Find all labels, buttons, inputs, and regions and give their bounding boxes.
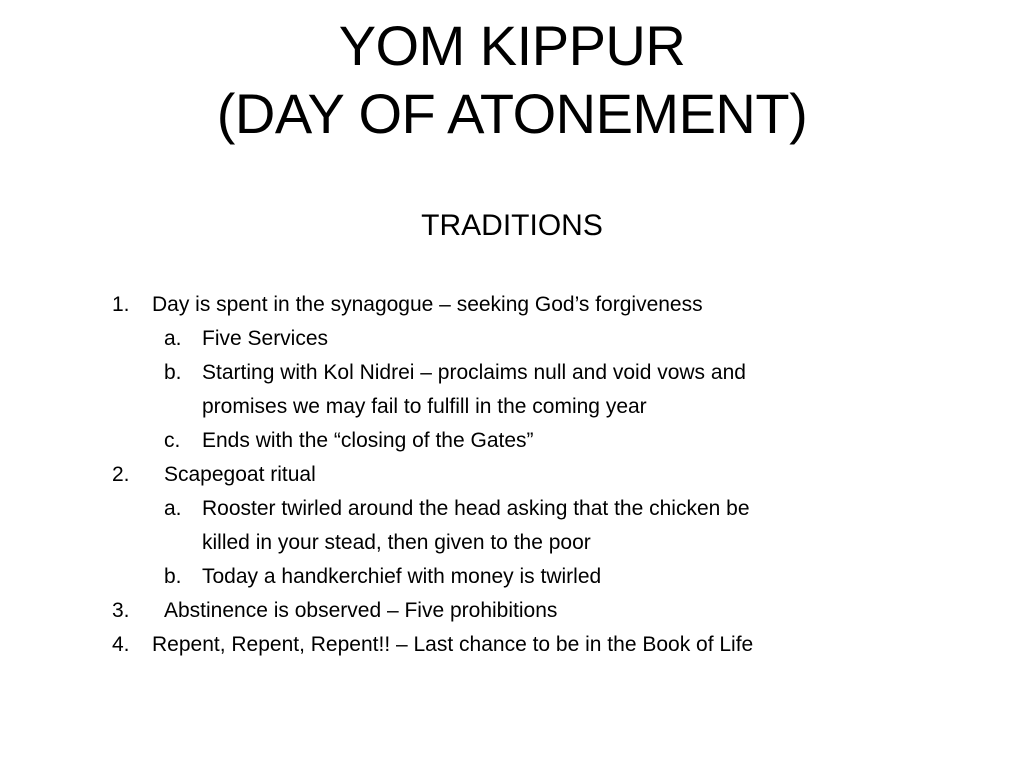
slide-subtitle: TRADITIONS bbox=[421, 209, 603, 242]
list-marker: a. bbox=[164, 327, 182, 350]
list-item-4 bbox=[112, 628, 912, 662]
list-item-text: Five Services bbox=[202, 327, 329, 350]
list-marker: 2. bbox=[112, 463, 130, 486]
list-item-text: Day is spent in the synagogue – seeking God’s forgiveness bbox=[152, 293, 703, 316]
title-line-1: YOM KIPPUR bbox=[338, 14, 686, 77]
list-marker: 1. bbox=[112, 293, 130, 316]
list-marker: b. bbox=[164, 361, 182, 384]
slide-title bbox=[0, 12, 1024, 148]
list-item-text-continued: killed in your stead, then given to the poor bbox=[202, 531, 591, 554]
list-item-2b bbox=[112, 560, 912, 594]
list-marker: 4. bbox=[112, 633, 130, 656]
list-item-text: Scapegoat ritual bbox=[164, 463, 316, 486]
list-item-text: Abstinence is observed – Five prohibitions bbox=[164, 599, 558, 622]
list-item-3 bbox=[112, 594, 912, 628]
list-item-1 bbox=[112, 288, 912, 322]
list-item-2 bbox=[112, 458, 912, 492]
list-item-text: Ends with the “closing of the Gates” bbox=[202, 429, 534, 452]
list-item-text: Rooster twirled around the head asking that the chicken be bbox=[202, 497, 750, 520]
list-item-2a bbox=[112, 492, 912, 560]
list-item-1c bbox=[112, 424, 912, 458]
list-item-text: Repent, Repent, Repent!! – Last chance to be in the Book of Life bbox=[152, 633, 754, 656]
list-marker: 3. bbox=[112, 599, 130, 622]
list-item-1b bbox=[112, 356, 912, 424]
list-item-1a bbox=[112, 322, 912, 356]
list-item-text: Today a handkerchief with money is twirled bbox=[202, 565, 602, 588]
title-line-2: (DAY OF ATONEMENT) bbox=[216, 82, 808, 145]
list-marker: a. bbox=[164, 497, 182, 520]
list-marker: b. bbox=[164, 565, 182, 588]
list-item-text-continued: promises we may fail to fulfill in the coming year bbox=[202, 395, 647, 418]
list-marker: c. bbox=[164, 429, 181, 452]
list-item-text: Starting with Kol Nidrei – proclaims null and void vows and bbox=[202, 361, 746, 384]
traditions-list bbox=[112, 288, 912, 662]
